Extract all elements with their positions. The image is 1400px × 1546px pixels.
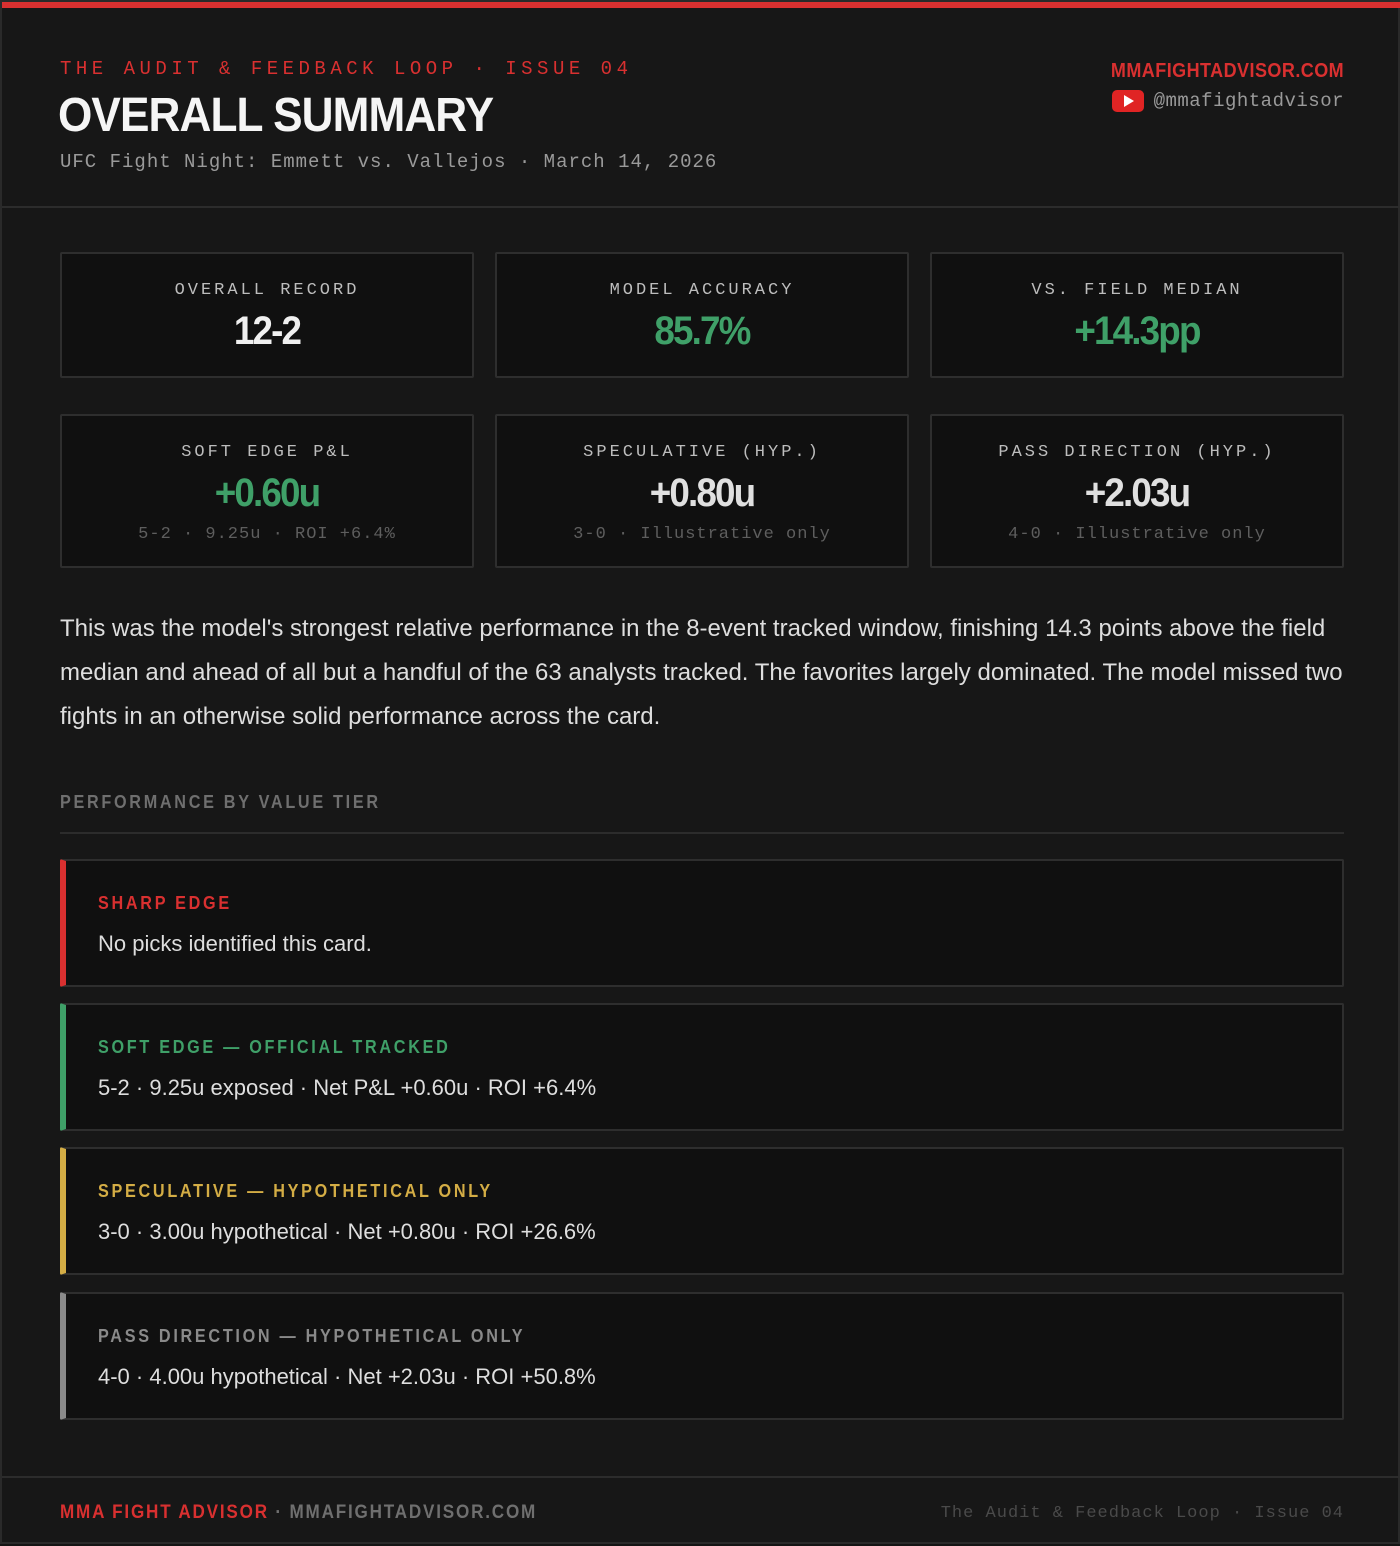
handle-text: @mmafightadvisor (1153, 90, 1344, 112)
stat-card-speculative (495, 414, 909, 568)
footer-brand-line (60, 1502, 537, 1524)
stat-label: VS. FIELD MEDIAN (1031, 281, 1243, 300)
stat-value: 85.7% (654, 309, 750, 353)
section-title: PERFORMANCE BY VALUE TIER (60, 792, 381, 812)
tier-card-speculative (60, 1147, 1344, 1275)
stat-value: 12-2 (233, 309, 301, 353)
summary-paragraph: This was the model's strongest relative performance in the 8-event tracked window, finishing 14.3 points above the field median and ahead of all but a handful of the 63 analysts tracked. The favorites largely dominated. The model missed two fights in an otherwise solid performance across the card. (60, 615, 1343, 730)
stat-label: SPECULATIVE (HYP.) (583, 443, 821, 462)
stat-value: +14.3pp (1074, 309, 1200, 353)
youtube-icon (1112, 90, 1144, 112)
tier-card-sharp-edge (60, 859, 1344, 987)
stat-value: +0.60u (214, 471, 320, 515)
stat-label: SOFT EDGE P&L (181, 443, 353, 462)
footer-site-link[interactable]: MMAFIGHTADVISOR.COM (289, 1502, 538, 1523)
tier-text: 3-0 · 3.00u hypothetical · Net +0.80u · ROI +26.6% (98, 1219, 596, 1244)
tier-card-pass-direction (60, 1292, 1344, 1420)
tier-card-soft-edge (60, 1003, 1344, 1131)
tier-text: 4-0 · 4.00u hypothetical · Net +2.03u · ROI +50.8% (98, 1364, 596, 1389)
page-title: OVERALL SUMMARY (58, 89, 494, 142)
youtube-handle[interactable] (1112, 90, 1344, 112)
stat-sub: 4-0 · Illustrative only (1008, 525, 1266, 544)
stat-card-overall-record (60, 252, 474, 378)
tier-title: SHARP EDGE (98, 893, 232, 913)
tier-title: PASS DIRECTION — HYPOTHETICAL ONLY (98, 1326, 526, 1346)
tier-text: 5-2 · 9.25u exposed · Net P&L +0.60u · ROI +6.4% (98, 1075, 597, 1100)
tier-title: SOFT EDGE — OFFICIAL TRACKED (98, 1037, 451, 1057)
page-header (2, 8, 1400, 208)
event-subtitle: UFC Fight Night: Emmett vs. Vallejos · March 14, 2026 (60, 151, 718, 173)
stat-card-pass-direction (930, 414, 1344, 568)
site-link[interactable]: MMAFIGHTADVISOR.COM (1110, 60, 1344, 82)
tier-text: No picks identified this card. (98, 931, 372, 956)
stat-label: MODEL ACCURACY (609, 281, 795, 300)
stat-value: +2.03u (1084, 471, 1190, 515)
issue-eyebrow: THE AUDIT & FEEDBACK LOOP · ISSUE 04 (60, 58, 633, 80)
section-divider (60, 832, 1344, 834)
stat-card-model-accuracy (495, 252, 909, 378)
footer-issue-label: The Audit & Feedback Loop · Issue 04 (940, 1504, 1344, 1523)
stat-value: +0.80u (649, 471, 755, 515)
stat-label: OVERALL RECORD (174, 281, 360, 300)
footer-separator: · (268, 1502, 290, 1523)
stat-sub: 3-0 · Illustrative only (573, 525, 831, 544)
stat-card-field-median (930, 252, 1344, 378)
stat-card-soft-edge-pl (60, 414, 474, 568)
footer-brand: MMA FIGHT ADVISOR (60, 1502, 269, 1523)
tier-title: SPECULATIVE — HYPOTHETICAL ONLY (98, 1181, 493, 1201)
page-footer (2, 1476, 1400, 1546)
stat-sub: 5-2 · 9.25u · ROI +6.4% (138, 525, 396, 544)
stat-label: PASS DIRECTION (HYP.) (998, 443, 1276, 462)
